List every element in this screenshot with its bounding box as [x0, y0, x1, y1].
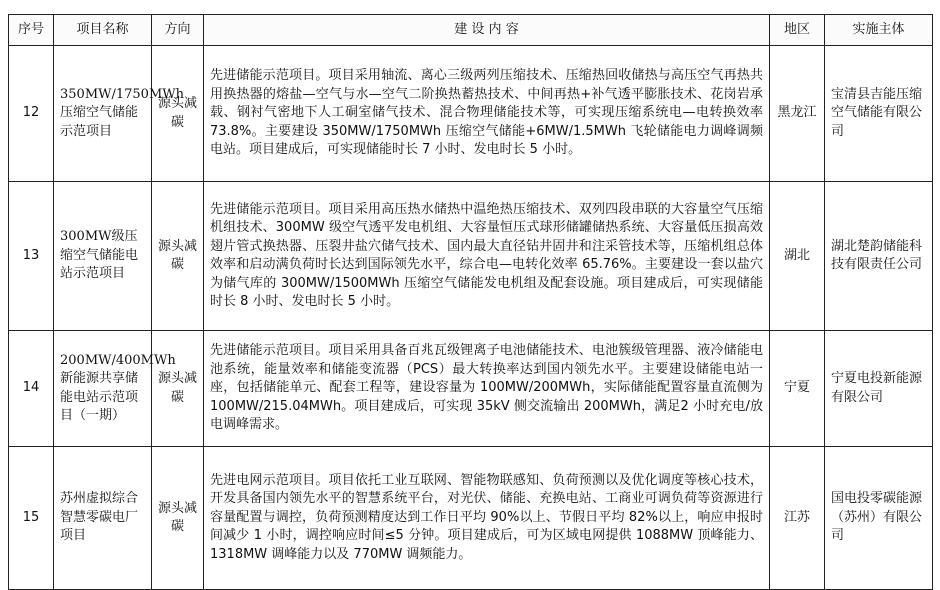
cell-no: 12 [9, 46, 54, 182]
cell-direction: 源头减碳 [152, 447, 204, 590]
cell-region: 湖北 [770, 182, 825, 331]
cell-name: 300MW级压缩空气储能电站示范项目 [54, 182, 152, 331]
cell-name: 200MW/400MWh 新能源共享储能电站示范项目（一期） [54, 331, 152, 447]
cell-direction: 源头减碳 [152, 46, 204, 182]
cell-region: 宁夏 [770, 331, 825, 447]
cell-direction: 源头减碳 [152, 182, 204, 331]
header-entity: 实施主体 [825, 15, 933, 46]
table-row [9, 182, 933, 331]
projects-table [8, 14, 933, 590]
cell-content: 先进储能示范项目。项目采用具备百兆瓦级锂离子电池储能技术、电池簇级管理器、液冷储能电池系统，能量效率和储能变流器（PCS）最大转换率达到国内领先水平。主要建设储能电站一座，包括储能单元、配套工程等，建设容量为 100MW/200MWh，实际储能配置容量直流侧为 100MW/215.04MWh。项目建成后，可实现 35kV 侧交流输出 200MWh，满足2 小时充电/放电调峰需求。 [204, 331, 770, 447]
header-no: 序号 [9, 15, 54, 46]
cell-content: 先进电网示范项目。项目依托工业互联网、智能物联感知、负荷预测以及优化调度等核心技术，开发具备国内领先水平的智慧系统平台，对光伏、储能、充换电站、工商业可调负荷等资源进行容量配置与调控，负荷预测精度达到工作日平均 90%以上、节假日平均 82%以上，响应申报时间减少 1 小时，调控响应时间≤5 分钟。项目建成后，可为区域电网提供 1088MW 顶峰能力、1318MW 调峰能力以及 770MW 调频能力。 [204, 447, 770, 590]
cell-no: 15 [9, 447, 54, 590]
cell-direction: 源头减碳 [152, 331, 204, 447]
header-name: 项目名称 [54, 15, 152, 46]
header-region: 地区 [770, 15, 825, 46]
cell-entity: 国电投零碳能源（苏州）有限公司 [825, 447, 933, 590]
cell-content: 先进储能示范项目。项目采用轴流、离心三级两列压缩技术、压缩热回收储热与高压空气再热共用换热器的熔盐—空气与水—空气二阶换热蓄热技术、中间再热+补气透平膨胀技术、花岗岩承载、钢衬气密地下人工硐室储气技术、混合物理储能技术等，可实现压缩系统电—电转换效率 73.8%。主要建设 350MW/1750MWh 压缩空气储能+6MW/1.5MWh 飞轮储能电力调峰调频电站。项目建成后，可实现储能时长 7 小时、发电时长 5 小时。 [204, 46, 770, 182]
cell-entity: 宝清县吉能压缩空气储能有限公司 [825, 46, 933, 182]
cell-entity: 湖北楚韵储能科技有限责任公司 [825, 182, 933, 331]
table-row [9, 331, 933, 447]
cell-region: 江苏 [770, 447, 825, 590]
cell-entity: 宁夏电投新能源有限公司 [825, 331, 933, 447]
cell-no: 14 [9, 331, 54, 447]
cell-name: 苏州虚拟综合智慧零碳电厂项目 [54, 447, 152, 590]
cell-no: 13 [9, 182, 54, 331]
table-header-row [9, 15, 933, 46]
cell-region: 黑龙江 [770, 46, 825, 182]
header-direction: 方向 [152, 15, 204, 46]
table-row [9, 46, 933, 182]
table-row [9, 447, 933, 590]
cell-name: 350MW/1750MWh 压缩空气储能示范项目 [54, 46, 152, 182]
cell-content: 先进储能示范项目。项目采用高压热水储热中温绝热压缩技术、双列四段串联的大容量空气压缩机组技术、300MW 级空气透平发电机组、大容量恒压式球形储罐储热系统、大容量低压损高效翅片管式换热器、压裂井盐穴储气技术、国内最大直径钻井固井和注采管技术等，压缩机组总体效率和启动满负荷时长达到国际领先水平，综合电—电转化效率 65.76%。主要建设一套以盐穴为储气库的 300MW/1500MWh 压缩空气储能发电机组及配套设施。项目建成后，可实现储能时长 8 小时、发电时长 5 小时。 [204, 182, 770, 331]
header-content: 建 设 内 容 [204, 15, 770, 46]
